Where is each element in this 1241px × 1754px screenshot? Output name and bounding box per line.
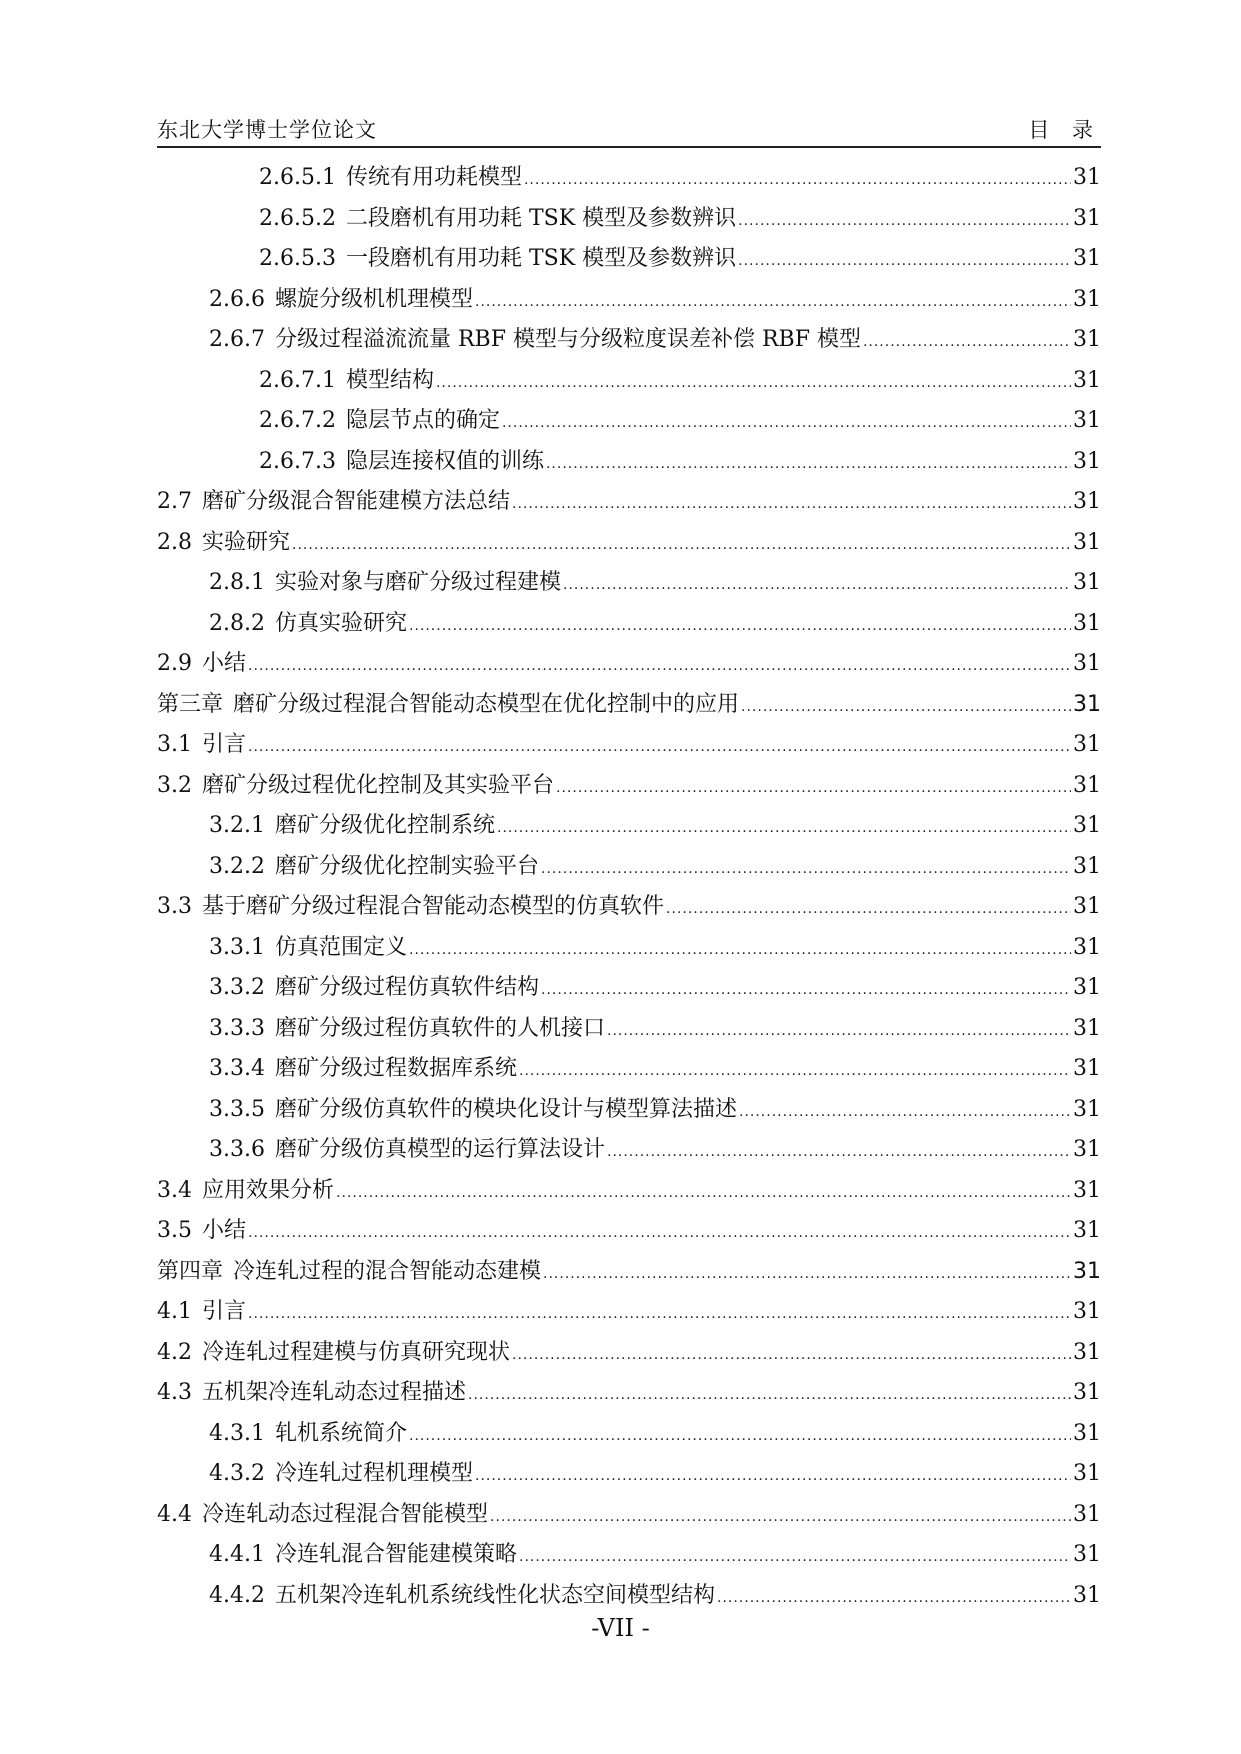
toc-entry-title: 引言 xyxy=(202,732,247,757)
toc-entry[interactable] xyxy=(157,725,1101,766)
toc-entry-page: 31 xyxy=(1073,691,1101,717)
toc-entry[interactable] xyxy=(157,1373,1101,1414)
toc-entry-number: 3.4 xyxy=(157,1177,192,1203)
toc-entry-number: 2.6.5.3 xyxy=(259,246,336,271)
toc-entry-number: 2.9 xyxy=(157,651,192,676)
toc-entry-title: 轧机系统简介 xyxy=(274,1420,407,1446)
toc-dot-leader xyxy=(541,968,1071,1011)
toc-entry-number: 2.8.1 xyxy=(209,570,265,595)
toc-entry-number: 3.3.5 xyxy=(209,1096,265,1122)
toc-dot-leader xyxy=(541,847,1071,890)
toc-dot-leader xyxy=(738,239,1071,282)
toc-entry[interactable] xyxy=(157,1333,1101,1374)
toc-entry-page: 31 xyxy=(1073,1339,1101,1365)
toc-entry[interactable] xyxy=(157,563,1101,604)
toc-dot-leader xyxy=(607,1130,1071,1173)
toc-entry[interactable] xyxy=(157,239,1101,280)
toc-entry[interactable] xyxy=(157,766,1101,807)
toc-entry-page: 31 xyxy=(1073,570,1101,595)
toc-entry-page: 31 xyxy=(1073,1299,1101,1324)
toc-dot-leader xyxy=(607,1009,1071,1052)
table-of-contents xyxy=(157,158,1101,1616)
toc-dot-leader xyxy=(502,401,1071,444)
toc-entry-page: 31 xyxy=(1073,1380,1101,1405)
toc-entry-page: 31 xyxy=(1073,489,1101,514)
toc-entry[interactable] xyxy=(157,401,1101,442)
toc-entry-title: 基于磨矿分级过程混合智能动态模型的仿真软件 xyxy=(202,894,665,919)
toc-entry-title: 磨矿分级优化控制系统 xyxy=(274,813,495,838)
toc-entry[interactable] xyxy=(157,1414,1101,1455)
toc-entry-number: 3.3.1 xyxy=(209,934,265,960)
toc-entry[interactable] xyxy=(157,1292,1101,1333)
toc-entry-title: 模型结构 xyxy=(345,367,434,393)
toc-entry-number: 3.5 xyxy=(157,1218,192,1243)
toc-entry-number: 3.3.6 xyxy=(209,1137,265,1162)
toc-entry-page: 31 xyxy=(1073,408,1101,433)
toc-entry-title: 小结 xyxy=(202,1218,247,1243)
toc-dot-leader xyxy=(512,1333,1071,1376)
toc-entry-number: 4.1 xyxy=(157,1299,192,1324)
toc-entry-page: 31 xyxy=(1073,1218,1101,1243)
toc-entry-number: 2.8 xyxy=(157,529,192,555)
toc-entry-number: 4.4.1 xyxy=(209,1542,265,1567)
toc-entry-page: 31 xyxy=(1073,732,1101,757)
toc-entry-title: 引言 xyxy=(202,1299,247,1324)
toc-entry-number: 3.2.1 xyxy=(209,813,265,838)
toc-entry-title: 隐层连接权值的训练 xyxy=(345,448,544,474)
toc-entry-number: 2.7 xyxy=(157,489,192,514)
toc-entry-number: 4.2 xyxy=(157,1339,192,1365)
toc-entry-number: 第四章 xyxy=(157,1258,224,1284)
toc-entry-number: 4.4 xyxy=(157,1501,192,1527)
toc-entry-page: 31 xyxy=(1073,853,1101,879)
toc-dot-leader xyxy=(409,604,1071,647)
toc-dot-leader xyxy=(556,766,1071,809)
toc-entry-page: 31 xyxy=(1073,165,1101,190)
toc-entry-number: 3.3 xyxy=(157,894,192,919)
toc-entry[interactable] xyxy=(157,1171,1101,1212)
toc-entry-page: 31 xyxy=(1073,367,1101,393)
toc-entry-number: 2.6.7.1 xyxy=(259,367,336,393)
toc-entry[interactable] xyxy=(157,604,1101,645)
toc-dot-leader xyxy=(519,1049,1071,1092)
toc-entry[interactable] xyxy=(157,806,1101,847)
toc-entry-page: 31 xyxy=(1073,1177,1101,1203)
toc-entry-title: 冷连轧过程建模与仿真研究现状 xyxy=(202,1339,511,1365)
toc-entry-number: 4.3 xyxy=(157,1380,192,1405)
toc-dot-leader xyxy=(512,482,1071,525)
toc-dot-leader xyxy=(863,320,1071,363)
toc-dot-leader xyxy=(292,523,1071,566)
toc-entry[interactable] xyxy=(157,1454,1101,1495)
toc-entry[interactable] xyxy=(157,887,1101,928)
toc-entry-page: 31 xyxy=(1073,1501,1101,1527)
toc-entry-title: 冷连轧动态过程混合智能模型 xyxy=(202,1501,489,1527)
toc-entry-number: 3.2 xyxy=(157,772,192,798)
toc-entry[interactable] xyxy=(157,199,1101,240)
toc-dot-leader xyxy=(409,1414,1071,1457)
toc-entry[interactable] xyxy=(157,361,1101,402)
toc-entry[interactable] xyxy=(157,847,1101,888)
toc-entry-page: 31 xyxy=(1073,1582,1101,1608)
toc-entry-number: 3.2.2 xyxy=(209,853,265,879)
toc-entry[interactable] xyxy=(157,320,1101,361)
toc-entry-title: 磨矿分级过程仿真软件的人机接口 xyxy=(274,1015,605,1041)
toc-entry-page: 31 xyxy=(1073,772,1101,798)
toc-entry-title: 磨矿分级过程混合智能动态模型在优化控制中的应用 xyxy=(233,691,740,717)
toc-entry-title: 仿真实验研究 xyxy=(274,610,407,636)
toc-entry[interactable] xyxy=(157,1049,1101,1090)
toc-entry-page: 31 xyxy=(1073,1420,1101,1446)
toc-dot-leader xyxy=(248,1292,1071,1335)
toc-entry-page: 31 xyxy=(1073,205,1101,231)
toc-entry-number: 3.1 xyxy=(157,732,192,757)
toc-dot-leader xyxy=(497,806,1071,849)
toc-entry-number: 3.3.3 xyxy=(209,1015,265,1041)
thesis-title: 东北大学博士学位论文 xyxy=(157,118,377,142)
toc-entry[interactable] xyxy=(157,158,1101,199)
toc-entry-page: 31 xyxy=(1073,1015,1101,1041)
toc-entry[interactable] xyxy=(157,1495,1101,1536)
toc-entry-page: 31 xyxy=(1073,529,1101,555)
toc-entry-number: 2.6.5.1 xyxy=(259,165,336,190)
toc-entry-title: 实验研究 xyxy=(202,529,291,555)
toc-dot-leader xyxy=(336,1171,1071,1214)
toc-entry-page: 31 xyxy=(1073,1542,1101,1567)
toc-entry-page: 31 xyxy=(1073,1096,1101,1122)
toc-dot-leader xyxy=(248,644,1071,687)
toc-entry-page: 31 xyxy=(1073,651,1101,676)
toc-entry-title: 冷连轧过程机理模型 xyxy=(274,1461,473,1486)
toc-entry-number: 2.6.6 xyxy=(209,286,265,312)
toc-entry-number: 3.3.2 xyxy=(209,975,265,1000)
toc-entry[interactable] xyxy=(157,1211,1101,1252)
toc-entry[interactable] xyxy=(157,928,1101,969)
toc-dot-leader xyxy=(409,928,1071,971)
toc-entry-title: 二段磨机有用功耗 TSK 模型及参数辨识 xyxy=(345,205,737,231)
toc-entry-page: 31 xyxy=(1073,327,1101,352)
toc-entry-title: 隐层节点的确定 xyxy=(345,408,500,433)
toc-entry[interactable] xyxy=(157,280,1101,321)
page-number: -VII - xyxy=(591,1614,650,1642)
toc-dot-leader xyxy=(248,1211,1071,1254)
toc-entry-title: 实验对象与磨矿分级过程建模 xyxy=(274,570,561,595)
toc-entry-page: 31 xyxy=(1073,1137,1101,1162)
toc-entry[interactable] xyxy=(157,1130,1101,1171)
toc-entry-page: 31 xyxy=(1073,286,1101,312)
toc-entry-title: 冷连轧混合智能建模策略 xyxy=(274,1542,517,1567)
toc-entry-number: 2.6.7.3 xyxy=(259,448,336,474)
toc-dot-leader xyxy=(519,1535,1071,1578)
toc-entry-title: 五机架冷连轧机系统线性化状态空间模型结构 xyxy=(274,1582,715,1608)
toc-entry[interactable] xyxy=(157,442,1101,483)
toc-entry-number: 2.6.7.2 xyxy=(259,408,336,433)
page-header xyxy=(157,114,1101,148)
toc-entry[interactable] xyxy=(157,685,1101,726)
toc-entry[interactable] xyxy=(157,1576,1101,1617)
toc-entry-title: 小结 xyxy=(202,651,247,676)
toc-entry-page: 31 xyxy=(1073,448,1101,474)
toc-entry-title: 磨矿分级仿真模型的运行算法设计 xyxy=(274,1137,605,1162)
toc-entry-page: 31 xyxy=(1073,975,1101,1000)
toc-entry-page: 31 xyxy=(1073,934,1101,960)
toc-entry-number: 4.4.2 xyxy=(209,1582,265,1608)
toc-entry-page: 31 xyxy=(1073,1258,1101,1284)
toc-entry-title: 冷连轧过程的混合智能动态建模 xyxy=(233,1258,542,1284)
toc-entry-title: 分级过程溢流流量 RBF 模型与分级粒度误差补偿 RBF 模型 xyxy=(274,327,861,352)
toc-entry-number: 4.3.2 xyxy=(209,1461,265,1486)
toc-dot-leader xyxy=(546,442,1071,485)
toc-entry-page: 31 xyxy=(1073,1056,1101,1081)
toc-entry[interactable] xyxy=(157,523,1101,564)
toc-entry-title: 应用效果分析 xyxy=(202,1177,335,1203)
toc-dot-leader xyxy=(543,1252,1071,1295)
toc-entry-title: 磨矿分级优化控制实验平台 xyxy=(274,853,539,879)
toc-entry-page: 31 xyxy=(1073,1461,1101,1486)
toc-entry[interactable] xyxy=(157,1090,1101,1131)
section-title: 目 录 xyxy=(1028,118,1101,142)
toc-dot-leader xyxy=(468,1373,1071,1416)
toc-dot-leader xyxy=(524,158,1071,201)
toc-entry[interactable] xyxy=(157,968,1101,1009)
toc-entry-page: 31 xyxy=(1073,813,1101,838)
toc-dot-leader xyxy=(563,563,1071,606)
toc-dot-leader xyxy=(717,1576,1071,1619)
toc-dot-leader xyxy=(490,1495,1071,1538)
toc-dot-leader xyxy=(739,1090,1071,1133)
toc-entry-number: 2.6.5.2 xyxy=(259,205,336,231)
toc-entry[interactable] xyxy=(157,482,1101,523)
toc-entry-page: 31 xyxy=(1073,894,1101,919)
toc-entry-title: 磨矿分级过程数据库系统 xyxy=(274,1056,517,1081)
toc-dot-leader xyxy=(666,887,1071,930)
toc-entry-number: 4.3.1 xyxy=(209,1420,265,1446)
toc-entry-page: 31 xyxy=(1073,246,1101,271)
toc-entry[interactable] xyxy=(157,1009,1101,1050)
toc-entry-page: 31 xyxy=(1073,610,1101,636)
toc-entry-number: 3.3.4 xyxy=(209,1056,265,1081)
toc-entry-title: 螺旋分级机机理模型 xyxy=(274,286,473,312)
toc-entry[interactable] xyxy=(157,644,1101,685)
toc-entry[interactable] xyxy=(157,1252,1101,1293)
toc-entry-title: 磨矿分级过程优化控制及其实验平台 xyxy=(202,772,555,798)
toc-dot-leader xyxy=(475,280,1071,323)
toc-entry-title: 五机架冷连轧动态过程描述 xyxy=(202,1380,467,1405)
toc-dot-leader xyxy=(436,361,1071,404)
toc-entry-number: 2.8.2 xyxy=(209,610,265,636)
toc-dot-leader xyxy=(738,199,1071,242)
toc-entry-title: 传统有用功耗模型 xyxy=(345,165,522,190)
toc-entry-title: 磨矿分级仿真软件的模块化设计与模型算法描述 xyxy=(274,1096,737,1122)
toc-entry-title: 一段磨机有用功耗 TSK 模型及参数辨识 xyxy=(345,246,737,271)
toc-entry-number: 2.6.7 xyxy=(209,327,265,352)
toc-entry[interactable] xyxy=(157,1535,1101,1576)
toc-dot-leader xyxy=(475,1454,1071,1497)
toc-dot-leader xyxy=(248,725,1071,768)
toc-dot-leader xyxy=(741,685,1071,728)
toc-entry-title: 仿真范围定义 xyxy=(274,934,407,960)
toc-entry-title: 磨矿分级过程仿真软件结构 xyxy=(274,975,539,1000)
toc-entry-title: 磨矿分级混合智能建模方法总结 xyxy=(202,489,511,514)
toc-entry-number: 第三章 xyxy=(157,691,224,717)
